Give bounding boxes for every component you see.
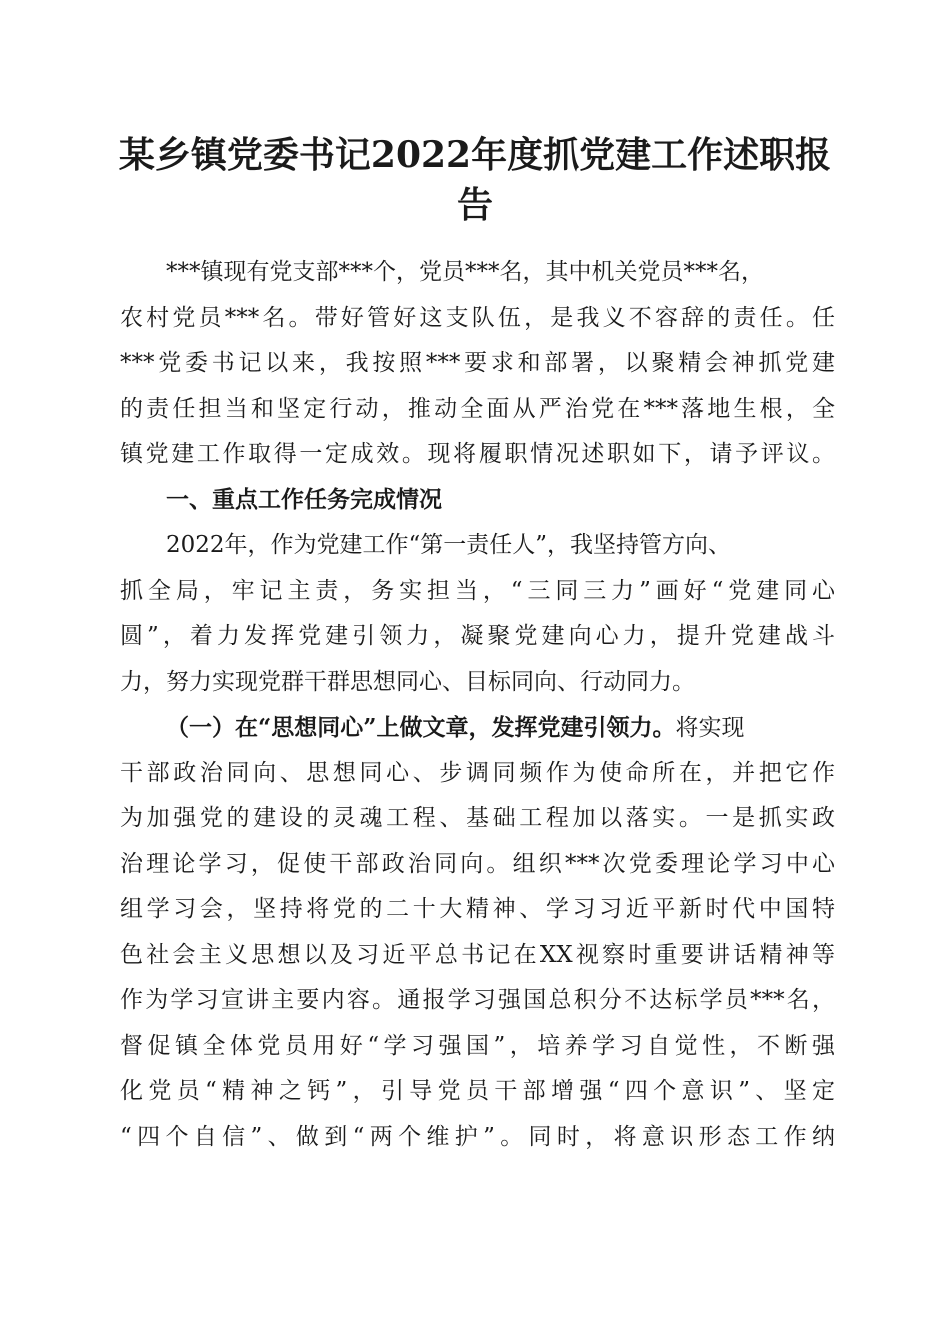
text-line: 治理论学习，促使干部政治同向。组织***次党委理论学习中心 — [120, 850, 835, 877]
text-line: 农村党员***名。带好管好这支队伍，是我义不容辞的责任。任 — [120, 304, 835, 331]
text-line: 组学习会，坚持将党的二十大精神、学习习近平新时代中国特 — [120, 896, 835, 922]
document-body — [120, 250, 835, 1160]
text-line: 色社会主义思想以及习近平总书记在XX视察时重要讲话精神等 — [120, 941, 835, 968]
text-line: 作为学习宣讲主要内容。通报学习强国总积分不达标学员***名， — [120, 987, 835, 1013]
text-span: 将实现 — [675, 715, 745, 741]
text-line: 化党员“精神之钙”，引导党员干部增强“四个意识”、坚定 — [120, 1078, 835, 1104]
text-line: 为加强党的建设的灵魂工程、基础工程加以落实。一是抓实政 — [120, 805, 835, 831]
text-line: 的责任担当和坚定行动，推动全面从严治党在***落地生根，全 — [120, 395, 835, 422]
text-line: 2022年，作为党建工作“第一责任人”，我坚持管方向、 — [166, 532, 732, 558]
text-line: 镇党建工作取得一定成效。现将履职情况述职如下，请予评议。 — [120, 441, 835, 467]
section-heading: 一、重点工作任务完成情况 — [166, 486, 442, 513]
text-line: “四个自信”、做到“两个维护”。同时，将意识形态工作纳 — [120, 1123, 835, 1150]
text-line: 抓全局，牢记主责，务实担当，“三同三力”画好“党建同心 — [120, 577, 835, 604]
text-line: ***镇现有党支部***个，党员***名，其中机关党员***名， — [166, 259, 764, 285]
text-line: 干部政治同向、思想同心、步调同频作为使命所在，并把它作 — [120, 759, 835, 786]
text-line: ***党委书记以来，我按照***要求和部署，以聚精会神抓党建 — [120, 350, 835, 376]
subsection-line — [120, 705, 835, 751]
text-line: 圆”，着力发挥党建引领力，凝聚党建向心力，提升党建战斗 — [120, 623, 835, 649]
document-title: 某乡镇党委书记2022年度抓党建工作述职报告 — [118, 134, 832, 226]
subsection-heading: （一）在“思想同心”上做文章，发挥党建引领力。 — [166, 714, 676, 741]
text-line: 力，努力实现党群干群思想同心、目标同向、行动同力。 — [120, 668, 695, 695]
text-line: 督促镇全体党员用好“学习强国”，培养学习自觉性，不断强 — [120, 1032, 835, 1059]
